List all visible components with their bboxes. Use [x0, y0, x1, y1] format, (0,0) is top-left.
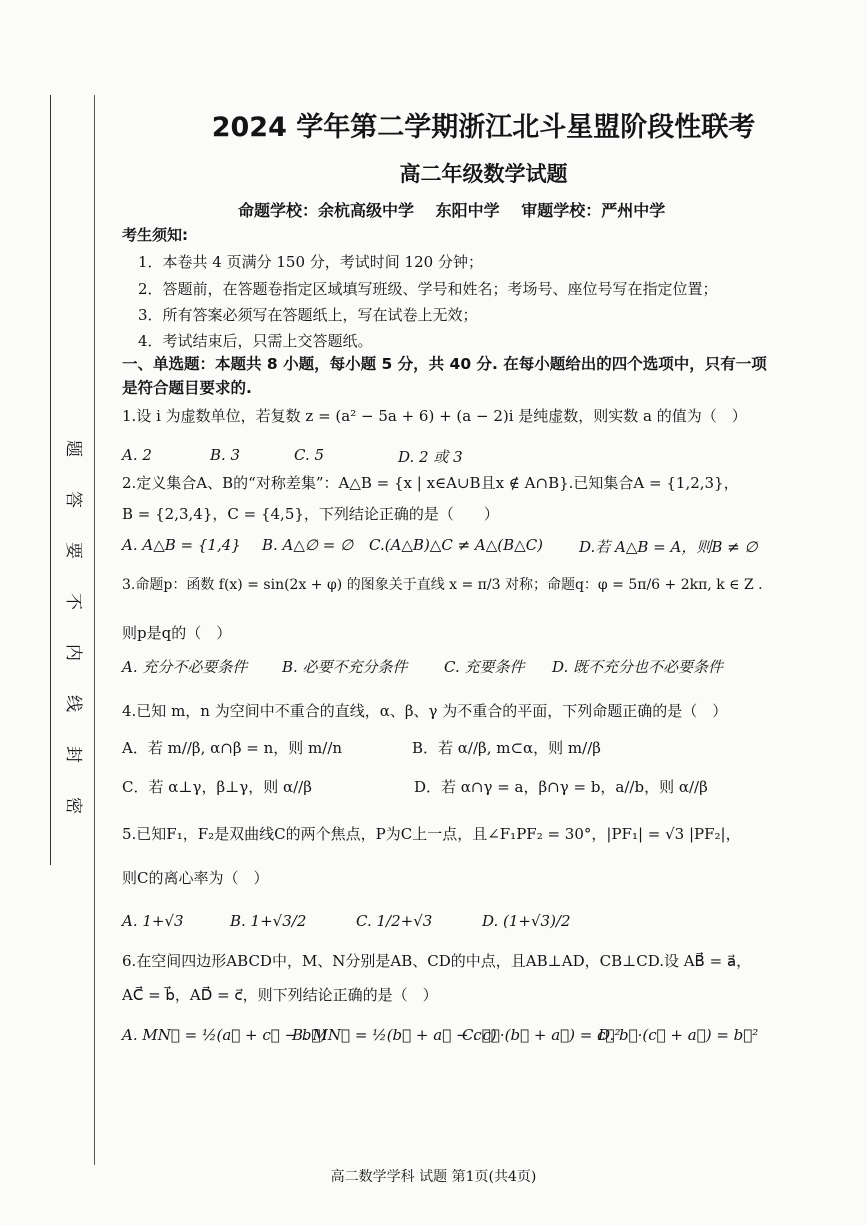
notice-item: 3．所有答案必须写在答题纸上，写在试卷上无效； [138, 306, 478, 324]
exam-subtitle: 高二年级数学试题 [399, 162, 568, 186]
q3-option-d: D. 既不充分也不必要条件 [552, 658, 724, 676]
binding-char: 要 [62, 542, 83, 559]
margin-line [94, 95, 95, 1165]
q5-option-d: D. (1+√3)/2 [482, 912, 571, 930]
q4-option-a: A．若 m//β, α∩β = n，则 m//n [122, 739, 343, 757]
question-6-stem-cont: AC⃗ = b⃗，AD⃗ = c⃗，则下列结论正确的是（ ） [122, 986, 438, 1004]
school-info [238, 198, 681, 221]
q6-option-a: A. MN⃗ = ½(a⃗ + c⃗ − b⃗) [122, 1026, 327, 1044]
q4-option-c: C．若 α⊥γ，β⊥γ，则 α//β [122, 778, 312, 796]
q6-option-d: D. b⃗·(c⃗ + a⃗) = b⃗² [598, 1026, 759, 1044]
q3-option-b: B. 必要不充分条件 [282, 658, 408, 676]
binding-char: 密 [62, 797, 83, 814]
notice-item: 4．考试结束后，只需上交答题纸。 [138, 332, 373, 350]
q5-option-a: A. 1+√3 [122, 912, 184, 930]
section-heading-cont: 是符合题目要求的. [122, 379, 252, 397]
notice-item: 1．本卷共 4 页满分 150 分，考试时间 120 分钟； [138, 253, 483, 271]
binding-char: 内 [62, 644, 83, 661]
binding-char: 题 [62, 440, 83, 457]
q3-option-c: C. 充要条件 [444, 658, 525, 676]
q2-option-a: A. A△B = {1,4} [122, 536, 241, 554]
q4-option-b: B．若 α//β, m⊂α，则 m//β [412, 739, 601, 757]
question-1-stem: 1.设 i 为虚数单位，若复数 z = (a² − 5a + 6) + (a − 2)i 是纯虚数，则实数 a 的值为（ ） [122, 407, 747, 425]
binding-char: 线 [62, 695, 83, 712]
q1-option-a: A. 2 [122, 446, 152, 464]
q5-option-b: B. 1+√3/2 [230, 912, 307, 930]
q2-option-d: D.若 A△B = A，则B ≠ ∅ [579, 538, 758, 556]
question-6-stem: 6.在空间四边形ABCD中，M、N分别是AB、CD的中点，且AB⊥AD，CB⊥CD.设 AB⃗ = a⃗， [122, 952, 752, 970]
binding-line [50, 95, 51, 865]
notice-heading: 考生须知: [122, 226, 188, 244]
question-3-stem: 3.命题p：函数 f(x) = sin(2x + φ) 的图象关于直线 x = π/3 对称；命题q：φ = 5π/6 + 2kπ, k ∈ Z . [122, 577, 763, 593]
q6-option-c: C. c⃗·(b⃗ + a⃗) = c⃗² [462, 1026, 621, 1044]
q3-option-a: A. 充分不必要条件 [122, 658, 248, 676]
binding-char: 答 [62, 491, 83, 508]
reviewer-school: 审题学校：严州中学 [521, 201, 666, 220]
question-3-stem-cont: 则p是q的（ ） [122, 624, 232, 642]
q1-option-b: B. 3 [210, 446, 241, 464]
binding-char: 不 [62, 593, 83, 610]
q6-option-b: B. MN⃗ = ½(b⃗ + a⃗ − c⃗) [292, 1026, 497, 1044]
exam-title: 2024 学年第二学期浙江北斗星盟阶段性联考 [211, 112, 756, 143]
binding-char: 封 [62, 746, 83, 763]
proposer-school-2: 东阳中学 [435, 201, 500, 220]
proposer-school: 命题学校：余杭高级中学 [238, 201, 415, 220]
question-2-stem-cont: B = {2,3,4}，C = {4,5}，下列结论正确的是（ ） [122, 505, 499, 523]
q1-option-d: D. 2 或 3 [398, 448, 463, 466]
question-2-stem: 2.定义集合A、B的“对称差集”：A△B = {x | x∈A∪B且x ∉ A∩B}.已知集合A = {1,2,3}， [122, 474, 739, 492]
page-footer: 高二数学学科 试题 第1页(共4页) [330, 1169, 537, 1185]
q4-option-d: D．若 α∩γ = a，β∩γ = b，a//b，则 α//β [414, 778, 708, 796]
q2-option-c: C.(A△B)△C ≠ A△(B△C) [369, 536, 544, 554]
q2-option-b: B. A△∅ = ∅ [262, 536, 354, 554]
question-5-stem: 5.已知F₁，F₂是双曲线C的两个焦点，P为C上一点，且∠F₁PF₂ = 30°，|PF₁| = √3 |PF₂|， [122, 825, 741, 843]
q1-option-c: C. 5 [294, 446, 325, 464]
section-heading: 一、单选题：本题共 8 小题，每小题 5 分，共 40 分. 在每小题给出的四个选项中，只有一项 [122, 355, 767, 373]
question-4-stem: 4.已知 m，n 为空间中不重合的直线，α、β、γ 为不重合的平面，下列命题正确的是（ ） [122, 702, 728, 720]
question-5-stem-cont: 则C的离心率为（ ） [122, 869, 269, 887]
notice-item: 2．答题前，在答题卷指定区域填写班级、学号和姓名；考场号、座位号写在指定位置； [138, 280, 718, 298]
q5-option-c: C. 1/2+√3 [356, 912, 433, 930]
binding-seal-text [60, 440, 84, 848]
